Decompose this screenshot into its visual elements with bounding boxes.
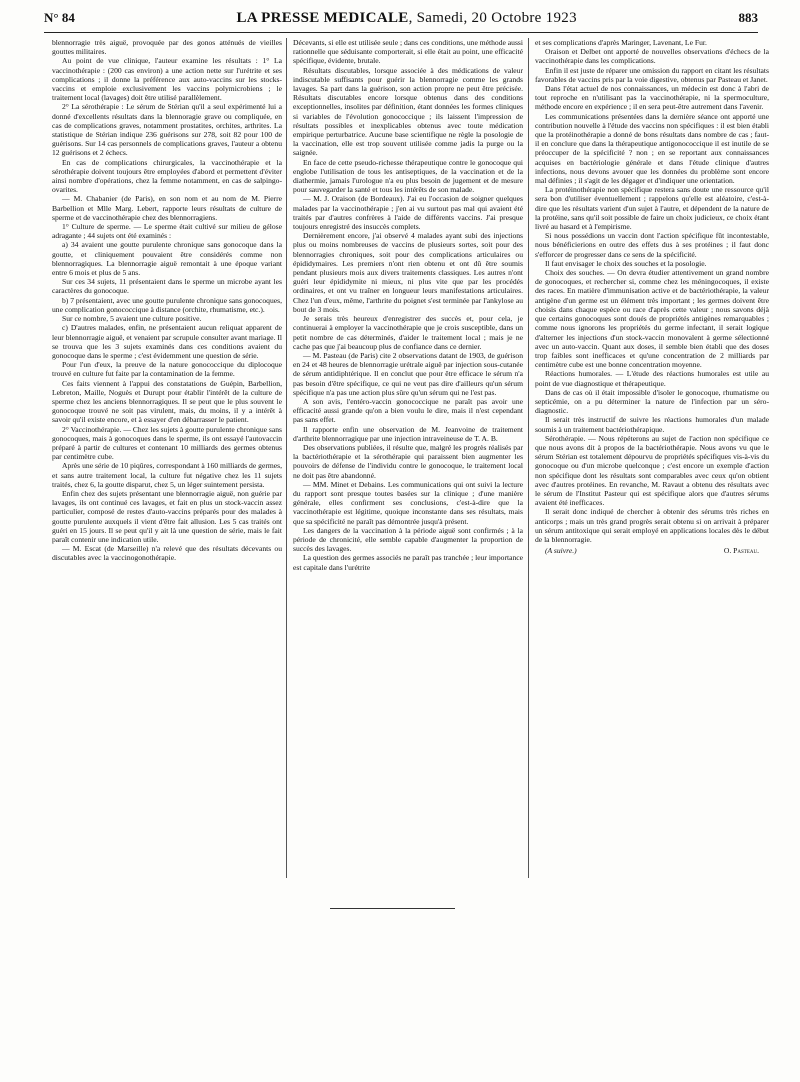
journal-title-line: [236, 10, 576, 27]
section-divider: [330, 908, 455, 909]
paragraph: En face de cette pseudo-richesse thérapeutique contre le gonocoque qui englobe l'utilisation de tous les antiseptiques, de la vaccination et de la diathermie, jamais l'urologue n'a eu plus besoin de jugement et de mesure pour sauvegarder la santé et tous les intérêts de son malade.: [293, 157, 523, 195]
issue-date: , Samedi, 20 Octobre 1923: [408, 10, 577, 26]
column-middle: [286, 38, 523, 878]
issue-number: N° 84: [44, 10, 75, 25]
signature-line: [535, 546, 769, 555]
journal-title: LA PRESSE MEDICALE: [236, 10, 409, 26]
paragraph: Pour l'un d'eux, la preuve de la nature gonococcique du diplocoque trouvé en culture fut faite par la contamination de la femme.: [52, 360, 282, 379]
paragraph: 2° La sérothérapie : Le sérum de Stérian qu'il a seul expérimenté lui a donné d'excellents résultats dans la blennoragie grave ou compliquée, en cas de complications graves, notamment prostatites, orchites, arthrites. La statistique de Stérian indique 236 guérisons sur 278, soit 82 pour 100 de guérisons. Sur 14 cas personnels de complications graves, l'auteur a obtenu 12 guérisons et 2 échecs.: [52, 102, 282, 158]
paragraph: En cas de complications chirurgicales, la vaccinothérapie et la sérothérapie doivent toujours être employées d'abord et permettent d'éviter ainsi nombre d'opérations, chez la femme notamment, en cas de salpingo-ovarites.: [52, 157, 282, 195]
paragraph: Sérothérapie. — Nous répéterons au sujet de l'action non spécifique ce que nous avons dit à propos de la bactériothérapie. Nous avons vu que le sérum Stérian est totalement dépourvu de propriétés spécifiques vis-à-vis du gonocoque ou d'un microbe quelconque ; c'est encore un exemple d'action non spécifique dont les résultats sont comparables avec ceux qu'on obtient avec d'autres protéines. En revanche, M. Ravaut a obtenu des résultats avec le sérum de l'Institut Pasteur qui est spécifique alors que d'autres sérums avaient été inefficaces.: [535, 433, 769, 508]
paragraph: Les communications présentées dans la dernière séance ont apporté une contribution nouvelle à l'étude des vaccins non spécifiques : il est bien établi que la protéinothérapie a donné de bons résultats dans nombre de cas ; faut-il en conclure que dans la thérapeutique antigonococcique il est inutile de se préoccuper de la spécificité ? non ; en se reportant aux connaissances acquises en bactériologie générale et dans l'étude clinique d'autres infections, nous devons avouer que les données du problème sont encore mal définies ; il s'agit de les dégager et d'indiquer une orientation.: [535, 111, 769, 186]
paragraph: Je serais très heureux d'enregistrer des succès et, pour cela, je continuerai à employer la vaccinothérapie que je crois susceptible, dans un petit nombre de cas déterminés, d'aider le traitement local ; mais je ne cache pas que j'ai beaucoup plus de confiance dans ce dernier.: [293, 314, 523, 351]
paragraph: 2° Vaccinothérapie. — Chez les sujets à goutte purulente chronique sans gonocoques, mais à gonocoques dans le sperme, ils ont essayé l'autovaccin préparé à partir de cultures et contenant 10 milliards des germes obtenus par centimètre cube.: [52, 424, 282, 462]
paragraph: et ses complications d'après Maringer, Lavenant, Le Fur.: [535, 38, 707, 47]
paragraph: Ces faits viennent à l'appui des constatations de Guépin, Barbellion, Lebreton, Maille, Noguès et Durupt pour établir l'intérêt de la culture de sperme chez les anciens blennorragiques. Il se peut que le plus souvent le gonocoque trouvé ne soit pas virulent, mais, du moins, il y a intérêt à savoir qu'il existe encore, et à essayer d'en débarrasser le patient.: [52, 378, 282, 425]
paragraph: Les dangers de la vaccination à la période aiguë sont confirmés ; à la période de chronicité, elle semble capable d'augmenter la proportion de succès des lavages.: [293, 525, 523, 554]
paragraph: 1° Culture de sperme. — Le sperme était cultivé sur milieu de gélose adragante ; 44 sujets ont été examinés :: [52, 222, 282, 241]
paragraph: — M. J. Oraison (de Bordeaux). J'ai eu l'occasion de soigner quelques malades par la vaccinothérapie ; j'en ai vu surtout pas mal qui avaient été traités par d'autres confrères à l'aide de différents vaccins. J'ai presque toujours enregistré des insuccès complets.: [293, 194, 523, 232]
paragraph: Oraison et Delbet ont apporté de nouvelles observations d'échecs de la vaccinothérapie dans les complications.: [535, 47, 769, 66]
paragraph: — M. Escat (de Marseille) n'a relevé que des résultats décevants ou discutables avec la vaccinogonothérapie.: [52, 544, 282, 563]
paragraph: Il rapporte enfin une observation de M. Jeanvoine de traitement d'arthrite blennorragique par une injection intraveineuse de T. A. B.: [293, 424, 523, 443]
paragraph: Choix des souches. — On devra étudier attentivement un grand nombre de gonocoques, et rechercher si, comme chez les méningocoques, il existe des races. En matière d'immunisation active et de bactériothérapie, la valeur antigène d'un germe est un élément très important ; les germes doivent être choisis dans chaque espèce ou race d'après cette valeur ; nous savons déjà que certains gonocoques sont doués de propriétés antigènes remarquables ; comme nous ignorons les propriétés du germe infectant, il serait logique d'alterner les injections d'un stock-vaccin monovalent à germe sélectionné avec un auto-vaccin. Quant aux doses, il semble bien établi que des doses trop faibles sont inefficaces et qu'une concentration de 2 milliards par centimètre cube est une bonne concentration moyenne.: [535, 268, 769, 370]
paragraph: blennorragie très aiguë, provoquée par des gonos atténués de vieilles gouttes militaires.: [52, 38, 282, 57]
paragraph: Dernièrement encore, j'ai observé 4 malades ayant subi des injections plus ou moins nombreuses de vaccins de plusieurs sortes, soit pour des blennorragies chroniques, soit pour des complications articulaires ou épididymaires. Les premiers n'ont rien obtenu et ont dû être soumis pendant plusieurs mois aux divers traitements classiques. Les autres n'ont guéri leur épididymite ni mieux, ni plus vite que par les procédés ordinaires, et ont vu traîner en longueur leurs manifestations articulaires. Chez l'un d'eux, même, l'arthrite du poignet s'est terminée par l'ankylose au bout de 3 mois.: [293, 231, 523, 314]
paragraph: — MM. Minet et Debains. Les communications qui ont suivi la lecture du rapport sont presque toutes basées sur la clinique ; d'une manière générale, elles confirment ses conclusions, c'est-à-dire que la vaccinothérapie est légitime, quoique inconstante dans ses résultats, mais que sa spécificité ne paraît pas démontrée jusqu'à présent.: [293, 479, 523, 526]
paragraph: c) D'autres malades, enfin, ne présentaient aucun reliquat apparent de leur blennorragie aiguë, et venaient par scrupule consulter avant mariage. Il se trouva que les 3 sujets examinés dans ces conditions avaient du gonocoque dans le sperme ; c'est évidemment une question de série.: [52, 323, 282, 360]
column-right: [528, 38, 769, 878]
paragraph: Après une série de 10 piqûres, correspondant à 160 milliards de germes, et sans autre traitement local, la culture fut négative chez les 11 sujets traités, chez 6, la goutte disparut, chez 5, un léger suintement persista.: [52, 461, 282, 489]
paragraph: Dans l'état actuel de nos connaissances, un médecin est donc à l'abri de tout reproche en n'utilisant pas la vaccinothérapie, ni la spermoculture, méthode encore en expérience ; il en sera peut-être autrement dans l'avenir.: [535, 84, 769, 112]
to-be-continued: (A suivre.): [545, 546, 577, 556]
author-signature: O. Pasteau.: [723, 546, 759, 556]
paragraph: La question des germes associés ne paraît pas tranchée ; leur importance est capitale dans l'urétrite: [293, 553, 523, 572]
paragraph: Réactions humorales. — L'étude des réactions humorales est utile au point de vue diagnostique et thérapeutique.: [535, 369, 769, 388]
paragraph: Il serait très instructif de suivre les réactions humorales d'un malade soumis à un traitement bactériothérapique.: [535, 415, 769, 434]
paragraph: Enfin chez des sujets présentant une blennorragie aiguë, non guérie par lavages, ils ont continué ces lavages, et fait en plus un stock-vaccin assez particulier, composé de restes d'auto-vaccins préparés pour des malades à goutte purulente auxquels il vient d'être fait allusion. Les 5 cas traités ont guéri en 15 jours. Il se peut qu'il y ait là une question de série, mais le fait paraît contenir une indication utile.: [52, 488, 282, 544]
paragraph: — M. Chabanier (de Paris), en son nom et au nom de M. Pierre Barbellion et Mlle Marg. Lebert, rapporte leurs résultats de culture de sperme et de vaccinothérapie chez des blennorragiens.: [52, 194, 282, 222]
paragraph: Sur ces 34 sujets, 11 présentaient dans le sperme un microbe ayant les caractères du gonocoque.: [52, 277, 282, 296]
paragraph: Sur ce nombre, 5 avaient une culture positive.: [62, 314, 202, 324]
paragraph: Au point de vue clinique, l'auteur examine les résultats : 1° La vaccinothérapie : (200 cas environ) a une action nette sur l'urétrite et ses complications ; il donne la préférence aux auto-vaccins sur les stocks-vaccins et emploie exclusivement les vaccins polymicrobiens ; le traitement local (lavages) doit être utilisé parallèlement.: [52, 56, 282, 103]
paragraph: Si nous possédions un vaccin dont l'action spécifique fût incontestable, nous bénéficierions en outre des effets dus à ses protéines ; il faut donc s'efforcer de progresser dans ce sens de la spécificité.: [535, 231, 769, 259]
paragraph: Dans de cas où il était impossible d'isoler le gonocoque, rhumatisme ou septicémie, on a pu déterminer la nature de l'infection par un séro-diagnostic.: [535, 387, 769, 416]
column-left: [52, 38, 282, 563]
paragraph: Il serait donc indiqué de chercher à obtenir des sérums très riches en anticorps ; mais un très grand progrès serait obtenu si on arrivait à préparer un sérum antitoxique qui serait employé en applications locales dès le début de la blennorragie.: [535, 507, 769, 544]
paragraph: a) 34 avaient une goutte purulente chronique sans gonocoque dans la goutte, et cliniquement pouvaient être considérés comme non blennorragiques. La blennorragie aiguë remontait à une époque variant entre 6 mois et plus de 5 ans.: [52, 240, 282, 278]
paragraph: Il faut envisager le choix des souches et la posologie.: [545, 258, 707, 268]
paragraph: A son avis, l'entéro-vaccin gonococcique ne paraît pas avoir une efficacité aussi grande qu'on a bien voulu le dire, mais il n'est cependant pas sans effet.: [293, 396, 523, 425]
paragraph: b) 7 présentaient, avec une goutte purulente chronique sans gonocoques, une complication gonococcique à distance (orchite, rhumatisme, etc.).: [52, 295, 282, 314]
page-number: 883: [738, 10, 758, 25]
paragraph: Enfin il est juste de réparer une omission du rapport en citant les résultats favorables de vaccins pris par la voie digestive, obtenus par Pasteau et Janet.: [535, 65, 769, 84]
paragraph: Résultats discutables, lorsque associée à des médications de valeur indiscutable suffisants pour guérir la blennorragie comme les grands lavages. Sa part dans la guérison, son action propre ne peut être précisée. Résultats discutables encore lorsque obtenus dans des conditions exceptionnelles, insolites par définition, étant données les formes cliniques si variables de l'évolution gonococcique ; ils laissent l'impression de résultats possibles et inexplicables obtenus avec toute médication empirique perturbatrice. Aucune base scientifique ne règle la posologie de la vaccination, elle est trop souvent utilisée comme jadis la purge ou la saignée.: [293, 65, 523, 158]
paragraph: La protéinothérapie non spécifique restera sans doute une ressource qu'il sera bon d'utiliser éventuellement ; rappelons qu'elle est aléatoire, c'est-à-dire que les résultats varient d'un sujet à l'autre, et dépendent de la nature de la protéine, sans qu'il soit possible de faire un choix judicieux, ce choix étant livré au hasard et à l'empirisme.: [535, 185, 769, 232]
paragraph: — M. Pasteau (de Paris) cite 2 observations datant de 1903, de guérison en 24 et 48 heures de blennorragie urétrale aiguë par injection sous-cutanée de sérum antidiphtérique. Il en conclut que pour être efficace le sérum n'a pas besoin d'être spécifique, ce qui ne veut pas dire d'ailleurs qu'un sérum spécifique n'a pas une action plus sûre qu'un sérum qui ne l'est pas.: [293, 350, 523, 397]
page-header: [44, 10, 758, 33]
paragraph: Décevants, si elle est utilisée seule ; dans ces conditions, une méthode aussi rationnelle que séduisante comporterait, si elle était au point, une efficacité spécifique, évidente, brutale.: [293, 38, 523, 66]
paragraph: Des observations publiées, il résulte que, malgré les progrès réalisés par la bactériothérapie et la sérothérapie qui paraissent bien augmenter les pouvoirs de défense de l'individu contre le gonocoque, le traitement local ne doit pas être abandonné.: [293, 442, 523, 480]
